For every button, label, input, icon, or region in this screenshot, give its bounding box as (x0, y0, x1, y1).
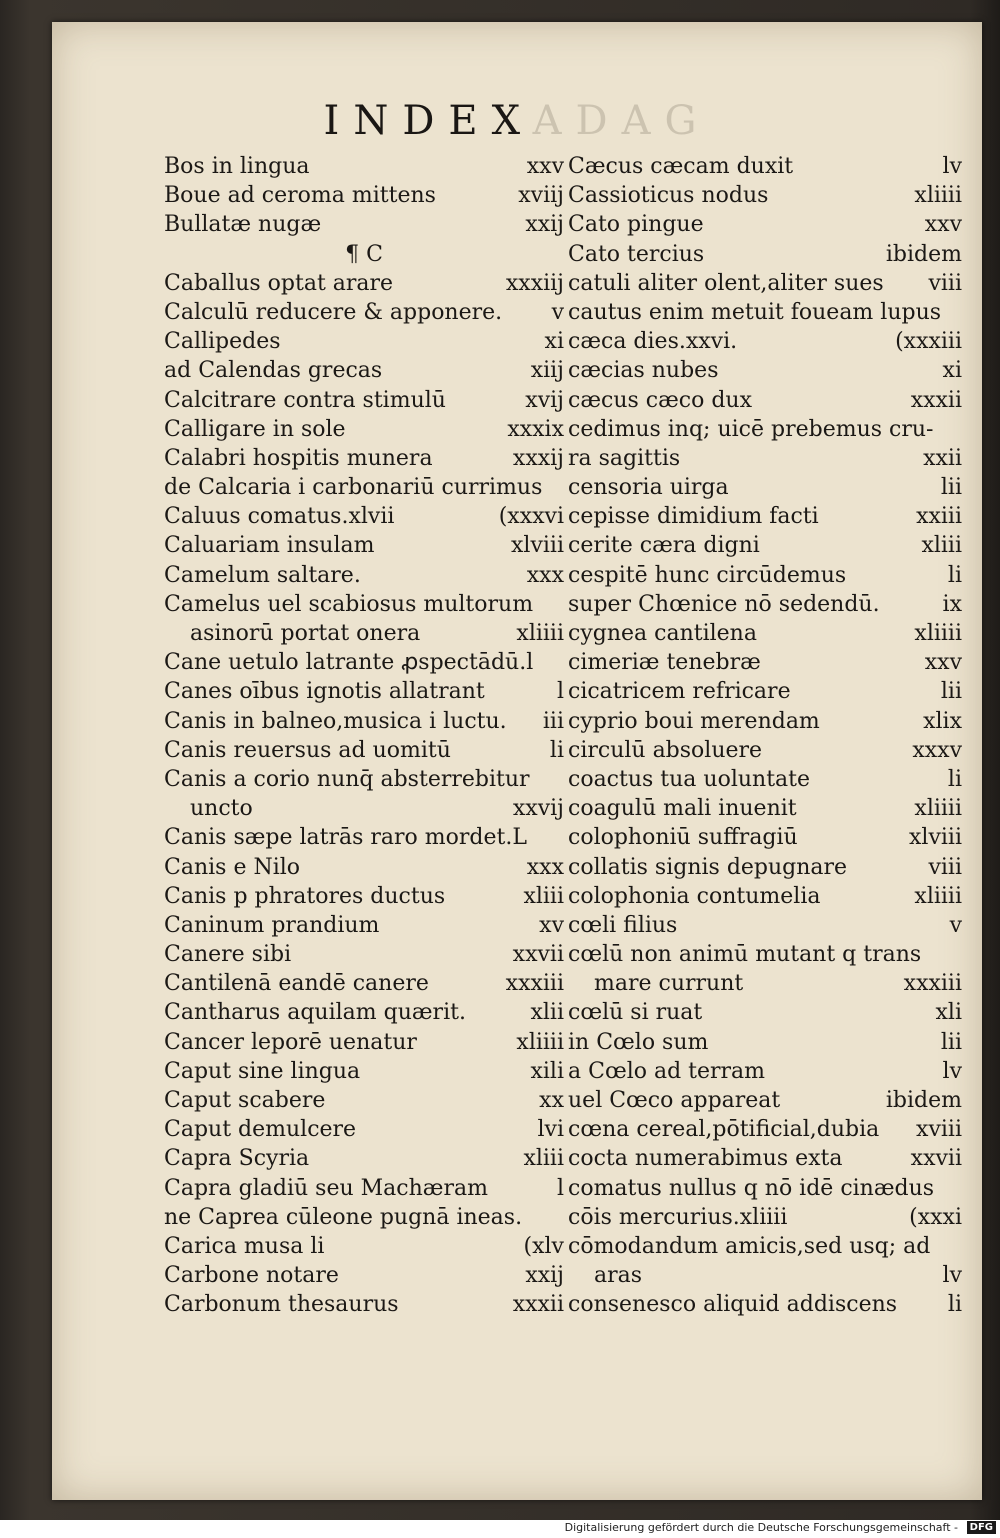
dfg-logo: DFG (967, 1521, 996, 1534)
index-term: comatus nullus q nō idē cinædus (568, 1175, 935, 1201)
index-entry (568, 152, 962, 181)
index-entry (568, 444, 962, 473)
index-reference: xliiii (914, 621, 962, 646)
index-term: Cæcus cæcam duxit (568, 154, 794, 179)
index-term: Cato pingue (568, 212, 704, 238)
index-entry (164, 911, 564, 940)
index-entry (164, 356, 564, 385)
index-reference: xlviii (909, 825, 962, 851)
index-entry (568, 210, 962, 239)
index-term: Canis reuersus ad uomitū (164, 737, 451, 763)
index-entry (568, 1203, 962, 1232)
index-reference: xlix (923, 708, 962, 734)
page-title (52, 98, 982, 144)
index-term: asinorū portat onera (190, 621, 421, 646)
index-entry (164, 1057, 564, 1086)
index-reference: xi (544, 329, 564, 355)
index-term: cæcias nubes (568, 358, 719, 384)
index-entry (568, 386, 962, 415)
index-term: cæca dies.xxvi. (568, 329, 738, 355)
index-entry (164, 765, 564, 794)
index-term: cedimus inq; uicē prebemus cru- (568, 416, 934, 442)
index-entry (568, 1174, 962, 1203)
index-reference: xliiii (914, 183, 962, 209)
index-reference: lv (942, 154, 962, 179)
index-term: Calabri hospitis munera (164, 445, 433, 471)
index-reference: xxv (924, 650, 962, 676)
index-term: Canis a corio nunq̄ absterrebitur (164, 766, 530, 792)
index-reference: lii (940, 475, 962, 501)
index-term: consenesco aliquid addiscens (568, 1292, 898, 1318)
index-entry (568, 327, 962, 356)
index-reference: xxvii (512, 942, 564, 968)
index-entry (164, 969, 564, 998)
index-entry (568, 940, 962, 969)
index-reference: xxii (923, 445, 962, 471)
index-entry (164, 1144, 564, 1173)
index-entry (568, 648, 962, 677)
index-reference: xxvii (910, 1146, 962, 1172)
index-term: cocta numerabimus exta (568, 1146, 843, 1172)
index-entry (568, 853, 962, 882)
index-reference: xliiii (914, 883, 962, 909)
index-reference: lii (940, 1029, 962, 1055)
index-entry (164, 1028, 564, 1057)
index-entry (164, 269, 564, 298)
index-term: colophonia contumelia (568, 883, 821, 909)
index-reference: li (947, 562, 962, 588)
index-reference: xiij (530, 358, 564, 384)
index-term: uncto (190, 796, 253, 822)
index-reference: (xxxi (909, 1204, 962, 1230)
index-term: coagulū mali inuenit (568, 796, 797, 822)
index-reference: ibidem (885, 1088, 962, 1113)
index-entry (568, 677, 962, 706)
page-title-text: INDEX (323, 98, 533, 144)
index-term: Caluus comatus.xlvii (164, 504, 395, 530)
index-reference: xx (539, 1088, 564, 1113)
index-reference: li (549, 737, 564, 763)
footer-credit: Digitalisierung gefördert durch die Deutsche Forschungsgemeinschaft - (564, 1521, 958, 1534)
index-term: Carbone notare (164, 1263, 339, 1289)
index-reference: xvij (525, 387, 564, 413)
index-entry (568, 561, 962, 590)
index-entry (568, 1290, 962, 1319)
index-term: Cantharus aquilam quærit. (164, 1000, 466, 1026)
index-reference: xxv (924, 212, 962, 238)
index-reference: xxxv (912, 737, 962, 763)
index-entry (164, 940, 564, 969)
index-term: ¶ C (345, 241, 383, 267)
index-reference: viii (928, 270, 962, 296)
index-reference: xlviii (511, 533, 564, 559)
index-entry (164, 415, 564, 444)
index-term: ra sagittis (568, 445, 681, 471)
index-entry (164, 1290, 564, 1319)
index-term: ne Caprea cūleone pugnā ineas. (164, 1204, 523, 1230)
index-reference: (xxxvi (498, 504, 564, 530)
index-entry (164, 998, 564, 1027)
index-term: aras (594, 1263, 643, 1289)
index-entry (568, 823, 962, 852)
index-entry (568, 707, 962, 736)
index-term: colophoniū suffragiū (568, 825, 798, 851)
index-term: collatis signis depugnare (568, 854, 848, 880)
index-term: circulū absoluere (568, 737, 763, 763)
index-reference: viii (928, 854, 962, 880)
index-term: Caput scabere (164, 1088, 326, 1113)
index-entry (568, 240, 962, 269)
footer-bar (0, 1520, 1000, 1538)
index-term: Callipedes (164, 329, 281, 355)
index-entry (164, 1203, 564, 1232)
index-entry (164, 1115, 564, 1144)
index-term: cespitē hunc circūdemus (568, 562, 847, 588)
index-term: Canis in balneo,musica i luctu. (164, 708, 507, 734)
index-reference: v (949, 912, 962, 938)
index-term: Canere sibi (164, 942, 292, 968)
index-entry (568, 298, 962, 327)
index-entry (164, 444, 564, 473)
index-term: Carica musa li (164, 1233, 325, 1259)
index-entry (568, 619, 962, 648)
index-term: cicatricem refricare (568, 679, 791, 705)
index-entry (164, 590, 564, 619)
index-entry (164, 531, 564, 560)
index-reference: xliiii (516, 621, 564, 646)
index-term: Cane uetulo latrante ꝓspectādū.l (164, 650, 534, 676)
index-reference: xxxii (910, 387, 962, 413)
index-entry (164, 473, 564, 502)
index-entry (164, 853, 564, 882)
book-page (52, 22, 982, 1500)
index-entry (164, 619, 564, 648)
index-term: cœlū si ruat (568, 1000, 703, 1026)
index-reference: li (947, 766, 962, 792)
index-entry (568, 1028, 962, 1057)
index-entry (164, 707, 564, 736)
index-term: mare currunt (594, 971, 744, 997)
index-term: Capra gladiū seu Machæram (164, 1175, 488, 1201)
index-entry (568, 356, 962, 385)
index-reference: xliii (921, 533, 962, 559)
index-reference: xlii (530, 1000, 564, 1026)
index-term: Canes oībus ignotis allatrant (164, 679, 485, 705)
index-entry (568, 1144, 962, 1173)
index-entry (164, 648, 564, 677)
index-reference: l (556, 1175, 564, 1201)
index-term: Carbonum thesaurus (164, 1292, 399, 1318)
index-reference: xili (530, 1058, 564, 1084)
index-term: Bos in lingua (164, 154, 310, 179)
index-term: Calligare in sole (164, 416, 346, 442)
index-entry (568, 269, 962, 298)
index-entry (164, 298, 564, 327)
index-term: Cato tercius (568, 241, 705, 267)
index-term: Caluariam insulam (164, 533, 375, 559)
index-reference: xxij (525, 212, 564, 238)
index-term: in Cœlo sum (568, 1029, 709, 1055)
index-term: Cancer leporē uenatur (164, 1029, 417, 1055)
index-term: uel Cœco appareat (568, 1088, 781, 1113)
index-reference: xxxix (507, 416, 564, 442)
index-reference: xxxij (512, 445, 564, 471)
index-entry (164, 240, 564, 269)
index-entry (568, 882, 962, 911)
index-entry (568, 531, 962, 560)
index-term: Bullatæ nugæ (164, 212, 322, 238)
index-entry (568, 415, 962, 444)
index-term: Camelus uel scabiosus multorum (164, 591, 534, 617)
index-reference: ix (942, 591, 962, 617)
index-reference: xxij (525, 1263, 564, 1289)
index-entry (164, 327, 564, 356)
index-term: Calcitrare contra stimulū (164, 387, 446, 413)
index-reference: xxx (526, 854, 564, 880)
index-term: catuli aliter olent,aliter sues (568, 270, 884, 296)
index-reference: xviij (518, 183, 564, 209)
index-reference: xi (942, 358, 962, 384)
index-reference: xv (539, 912, 564, 938)
index-term: Caninum prandium (164, 912, 380, 938)
index-term: cimeriæ tenebræ (568, 650, 761, 676)
index-term: Canis sæpe latrās raro mordet.L (164, 825, 527, 851)
index-reference: (xxxiii (895, 329, 962, 355)
index-entry (164, 1232, 564, 1261)
index-term: cōis mercurius.xliiii (568, 1204, 788, 1230)
index-column-left (164, 152, 564, 1320)
index-entry (568, 736, 962, 765)
index-entry (164, 823, 564, 852)
index-column-right (568, 152, 962, 1320)
index-reference: li (947, 1292, 962, 1318)
index-entry (568, 1232, 962, 1261)
index-reference: xxxiii (505, 971, 564, 997)
index-term: cautus enim metuit foueam lupus (568, 299, 942, 325)
index-entry (164, 210, 564, 239)
index-entry (164, 152, 564, 181)
index-entry (568, 794, 962, 823)
index-term: Caballus optat arare (164, 270, 394, 296)
index-term: coactus tua uoluntate (568, 766, 811, 792)
index-term: Canis p phratores ductus (164, 883, 446, 909)
index-term: cœna cereal,pōtificial,dubia (568, 1117, 880, 1143)
index-term: cœlū non animū mutant q trans (568, 942, 922, 968)
index-term: Camelum saltare. (164, 562, 361, 588)
index-reference: xxxiij (505, 270, 564, 296)
index-entry (568, 1115, 962, 1144)
index-reference: lv (942, 1058, 962, 1084)
index-term: super Chœnice nō sedendū. (568, 591, 880, 617)
index-entry (164, 882, 564, 911)
index-reference: xxxiii (903, 971, 962, 997)
index-reference: xxiii (916, 504, 962, 530)
index-term: a Cœlo ad terram (568, 1058, 766, 1084)
index-term: Boue ad ceroma mittens (164, 183, 436, 209)
index-reference: ibidem (885, 241, 962, 267)
index-term: cepisse dimidium facti (568, 504, 819, 530)
index-reference: xliii (523, 1146, 564, 1172)
bleed-through-text: ADAG (532, 98, 711, 144)
index-entry (568, 590, 962, 619)
index-entry (568, 911, 962, 940)
index-entry (568, 765, 962, 794)
index-reference: xxv (526, 154, 564, 179)
index-reference: xviii (916, 1117, 962, 1143)
index-reference: xliiii (914, 796, 962, 822)
index-entry (568, 1086, 962, 1115)
index-reference: l (556, 679, 564, 705)
index-entry (164, 1174, 564, 1203)
index-entry (568, 181, 962, 210)
index-reference: xxvij (512, 796, 564, 822)
index-term: cerite cæra digni (568, 533, 760, 559)
index-entry (164, 1086, 564, 1115)
index-reference: xliii (523, 883, 564, 909)
index-term: Cassioticus nodus (568, 183, 769, 209)
index-term: Capra Scyria (164, 1146, 310, 1172)
index-entry (568, 1261, 962, 1290)
index-reference: xliiii (516, 1029, 564, 1055)
index-term: de Calcaria i carbonariū currimus (164, 475, 543, 501)
index-reference: xxxii (512, 1292, 564, 1318)
index-entry (164, 677, 564, 706)
index-entry (164, 561, 564, 590)
index-reference: lv (942, 1263, 962, 1289)
index-entry (568, 502, 962, 531)
index-reference: lii (940, 679, 962, 705)
index-term: Cantilenā eandē canere (164, 971, 429, 997)
index-term: Canis e Nilo (164, 854, 301, 880)
index-term: ad Calendas grecas (164, 358, 383, 384)
index-entry (164, 1261, 564, 1290)
index-entry (568, 473, 962, 502)
index-reference: v (551, 299, 564, 325)
index-reference: xxx (526, 562, 564, 588)
index-reference: lvi (537, 1117, 564, 1143)
index-entry (164, 794, 564, 823)
index-entry (568, 1057, 962, 1086)
index-term: cyprio boui merendam (568, 708, 820, 734)
index-term: cœli filius (568, 912, 678, 938)
index-term: Caput demulcere (164, 1117, 357, 1143)
index-entry (164, 386, 564, 415)
index-term: cygnea cantilena (568, 621, 757, 646)
index-reference: (xlv (523, 1233, 564, 1259)
index-term: censoria uirga (568, 475, 729, 501)
index-term: Caput sine lingua (164, 1058, 361, 1084)
index-reference: iii (542, 708, 564, 734)
index-entry (568, 969, 962, 998)
index-entry (568, 998, 962, 1027)
index-term: cæcus cæco dux (568, 387, 752, 413)
index-entry (164, 181, 564, 210)
index-term: Calculū reducere & apponere. (164, 299, 503, 325)
index-entry (164, 736, 564, 765)
index-entry (164, 502, 564, 531)
index-term: cōmodandum amicis,sed usq; ad (568, 1233, 931, 1259)
index-reference: xli (935, 1000, 962, 1026)
